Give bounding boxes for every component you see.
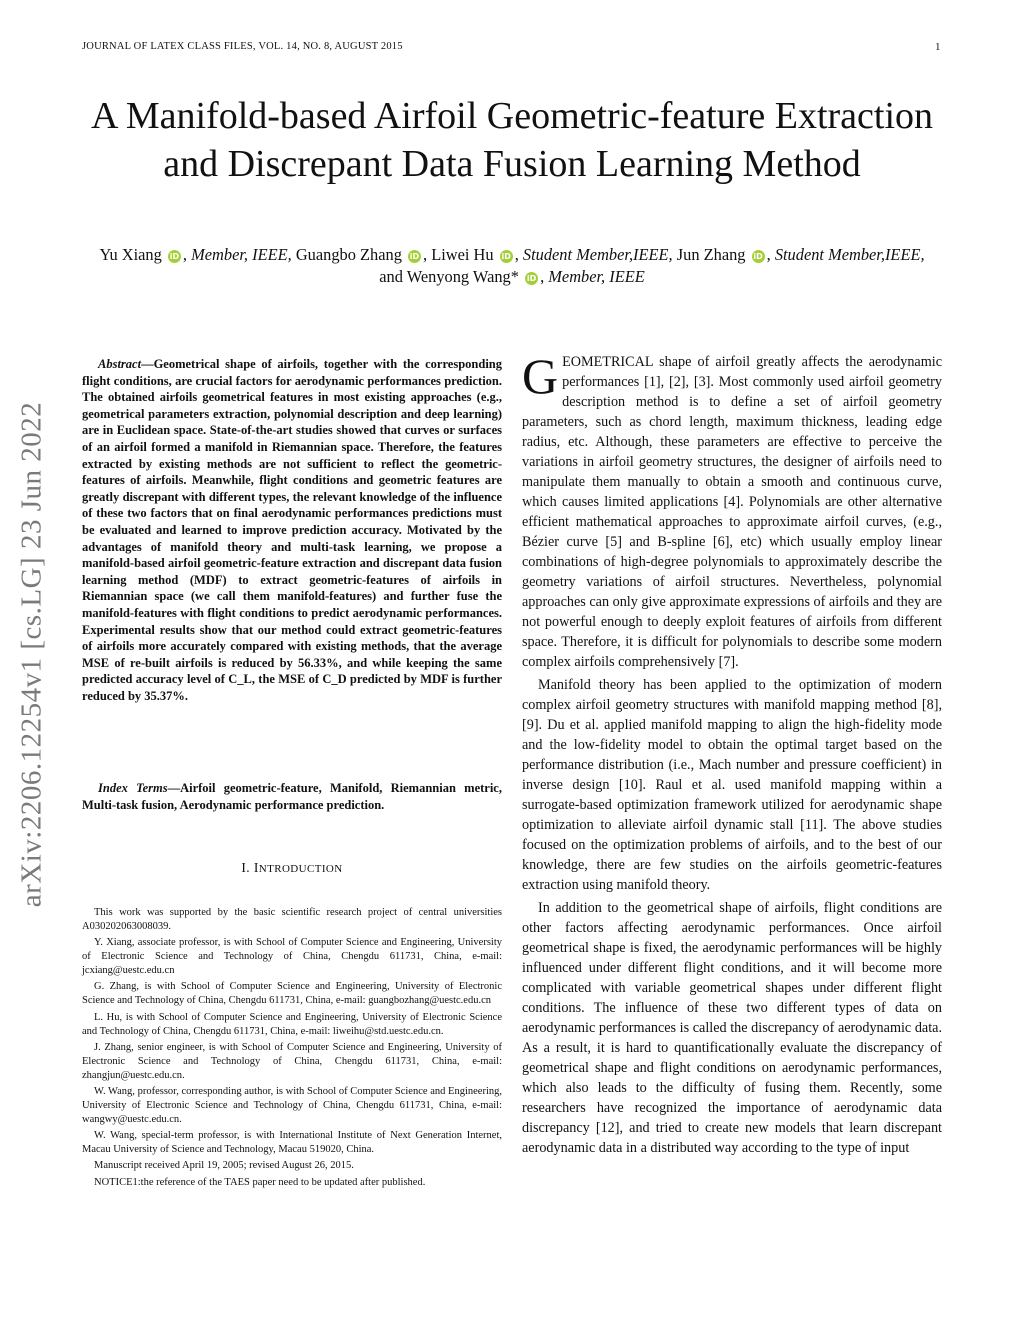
abstract: Abstract—Geometrical shape of airfoils, together with the corresponding flight conditions, are crucial factors for aerodynamic performances prediction. The obtained airfoils geometrical features in most existing approaches (e.g., geometrical parameters extraction, polynomial description and deep learning) are in Euclidean space. State-of-the-art studies showed that curves or surfaces of an airfoil formed a manifold in Riemannian space. Therefore, the features extracted by existing methods are not sufficient to reflect the geometric-features of airfoils. Meanwhile, flight conditions and geometric features are greatly discrepant with different types, the relevant knowledge of the influence of these two factors that on final aerodynamic performances predictions must be evaluated and learned to improve prediction accuracy. Motivated by the advantages of manifold theory and multi-task learning, we propose a manifold-based airfoil geometric-feature extraction and discrepant data fusion learning method (MDF) to extract geometric-features of airfoils in Riemannian space (we call them manifold-features) and further fuse the manifold-features with flight conditions to predict aerodynamic performances. Experimental results show that our method could extract geometric-features of airfoils more accurately compared with existing methods, that the average MSE of re-built airfoils is reduced by 56.33%, and while keeping the same predicted accuracy level of C_L, the MSE of C_D predicted by MDF is further reduced by 35.37%. (82, 357, 502, 703)
footnote: W. Wang, professor, corresponding author, is with School of Computer Science and Engineering, University of Electronic Science and Technology of China, Chengdu 611731, China, e-mail: wangwy@uestc.edu.cn. (82, 1085, 502, 1125)
paragraph (522, 348, 942, 672)
author-name: Yu Xiang (99, 245, 162, 264)
author-name: Guangbo Zhang (295, 245, 402, 264)
section-title-initial: I (253, 860, 259, 875)
author-affiliation: Member, IEEE (548, 267, 645, 286)
paragraph-text: EOMETRICAL shape of airfoil greatly affects the aerodynamic performances [1], [2], [3]. Most commonly used airfoil geometry description method is to define a set of airfoil geometry parameters, such as chord length, maximum thickness, leading edge radius, etc. Although, these parameters are effective to perceive the variations in airfoil geometry structures, the designer of airfoils need to manipulate them manually to obtain a smooth and continuous curve, which causes limited applications [4]. Polynomials are other alternative efficient mathematical approaches to approximate airfoil curves, (e.g., Bézier curve [5] and B-spline [6], etc) which usually employ linear combinations of high-degree polynomials to approximately describe the geometry variations of airfoil structures. Nevertheless, polynomial approaches can only give approximate expressions of airfoils and they are not powerful enough to deeply exploit features of airfoils from different space. Therefore, it is difficult for polynomials to describe some modern complex airfoils comprehensively [7]. (522, 354, 942, 670)
author-name: Liwei Hu (431, 245, 494, 264)
section-heading (82, 860, 502, 876)
author-name: Jun Zhang (676, 245, 746, 264)
drop-cap: G (522, 348, 559, 404)
index-terms: Index Terms—Airfoil geometric-feature, Manifold, Riemannian metric, Multi-task fusion, Aerodynamic performance prediction. (82, 781, 502, 812)
author-affiliation: Member, IEEE, (191, 245, 292, 264)
footnote: Y. Xiang, associate professor, is with School of Computer Science and Engineering, University of Electronic Science and Technology of China, Chengdu 611731, China, e-mail: jcxiang@uestc.edu.cn (82, 937, 502, 977)
footnote: W. Wang, special-term professor, is with International Institute of Next Generation Internet, Macau University of Science and Technology, Macau 519020, China. (82, 1130, 502, 1156)
index-terms-text: Airfoil geometric-feature, Manifold, Riemannian metric, Multi-task fusion, Aerodynamic performance prediction. (82, 781, 502, 812)
abstract-label: Abstract (98, 357, 142, 371)
orcid-icon[interactable]: iD (753, 252, 763, 261)
orcid-icon[interactable]: iD (501, 252, 511, 261)
footnote: NOTICE1:the reference of the TAES paper need to be updated after published. (94, 1176, 426, 1188)
footnotes (82, 906, 502, 1192)
author-list: Yu Xiang iD , Member, IEEE, Guangbo Zhang iD , Liwei Hu iD , Student Member,IEEE, Jun Zhang iD , Student Member,IEEE, and Wenyong Wang* iD , Member, IEEE (99, 245, 925, 286)
arxiv-identifier[interactable]: arXiv:2206.12254v1 [cs.LG] 23 Jun 2022 (15, 401, 48, 908)
footnote: Manuscript received April 19, 2005; revised August 26, 2015. (94, 1160, 354, 1172)
orcid-icon[interactable]: iD (169, 252, 180, 261)
author-name: Wenyong Wang* (406, 267, 519, 286)
section-number: I. (241, 860, 251, 875)
orcid-icon[interactable]: iD (526, 274, 537, 283)
author-affiliation: Student Member,IEEE, (522, 245, 673, 264)
paper-title: A Manifold-based Airfoil Geometric-feature Extraction and Discrepant Data Fusion Learning Method (90, 95, 934, 185)
author-connector: and (379, 267, 403, 286)
footnote: J. Zhang, senior engineer, is with School of Computer Science and Engineering, University of Electronic Science and Technology of China, Chengdu 611731, China, e-mail: zhangjun@uestc.edu.cn. (82, 1041, 502, 1081)
footnote: G. Zhang, is with School of Computer Science and Engineering, University of Electronic Science and Technology of China, Chengdu 611731, China, e-mail: guangbozhang@uestc.edu.cn (82, 981, 502, 1007)
orcid-icon[interactable]: iD (409, 252, 420, 261)
paragraph: In addition to the geometrical shape of airfoils, flight conditions are other factors affecting aerodynamic performances. Once airfoil geometrical shape is fixed, the aerodynamic performances will be highly influenced under different flight conditions, and it will become more complicated with variable geometrical shapes under different flight conditions. The influence of these two different types of data on aerodynamic performances is called the discrepancy of aerodynamic data. As a result, it is hard to quantificationally evaluate the discrepancy of geometrical shape and flight conditions on aerodynamic performances, which also leads to the difficulty of fusing them. Recently, some researchers have recognized the importance of aerodynamic data discrepancy [12], and tried to create new models that learn discrepant aerodynamic data in a distributed way according to the type of input (522, 900, 942, 1156)
abstract-text: Geometrical shape of airfoils, together with the corresponding flight conditions, are crucial factors for aerodynamic performances prediction. The obtained airfoils geometrical features in most existing approaches (e.g., geometrical parameters extraction, polynomial description and deep learning) are in Euclidean space. State-of-the-art studies showed that curves or surfaces of an airfoil formed a manifold in Riemannian space. Therefore, the features extracted by existing methods are not sufficient to reflect the geometric-features of airfoils. Meanwhile, flight conditions and geometric features are greatly discrepant with different types, the relevant knowledge of the influence of these two factors that on final aerodynamic performances predictions must be evaluated and learned to improve prediction accuracy. Motivated by the advantages of manifold theory and multi-task learning, we propose a manifold-based airfoil geometric-feature extraction and discrepant data fusion learning method (MDF) to extract geometric-features of airfoils in Riemannian space (we call them manifold-features) and further fuse the manifold-features with flight conditions to predict aerodynamic performances. Experimental results show that our method could extract geometric-features of airfoils more accurately compared with existing methods, that the average MSE of re-built airfoils is reduced by 56.33%, and while keeping the same predicted accuracy level of C_L, the MSE of C_D predicted by MDF is further reduced by 35.37%. (82, 357, 502, 703)
footnote: L. Hu, is with School of Computer Science and Engineering, University of Electronic Science and Technology of China, Chengdu 611731, China, e-mail: liweihu@std.uestc.edu.cn. (82, 1011, 502, 1037)
paragraph: Manifold theory has been applied to the optimization of modern complex airfoil geometry structures with manifold mapping method [8], [9]. Du et al. applied manifold mapping to align the high-fidelity mode and the low-fidelity model to obtain the optimal target based on the performance distribution (i.e., Mach number and pressure coefficient) in inverse design [10]. Raul et al. used manifold mapping within a surrogate-based optimization framework utilized for aerodynamic shape optimization to alleviate airfoil dynamic stall [11]. The above studies focused on the optimization problems of airfoils, and to the best of our knowledge, there are few studies on the airfoils geometric-features extraction using manifold theory. (522, 677, 942, 893)
index-terms-label: Index Terms (98, 781, 168, 795)
running-header: JOURNAL OF LATEX CLASS FILES, VOL. 14, NO. 8, AUGUST 2015 (82, 41, 403, 52)
page-number: 1 (935, 41, 941, 53)
body-text (522, 348, 942, 1161)
footnote: This work was supported by the basic scientific research project of central universities A030202063008039. (82, 907, 502, 932)
section-title-rest: NTRODUCTION (258, 863, 343, 875)
author-affiliation: Student Member,IEEE, (774, 245, 925, 264)
